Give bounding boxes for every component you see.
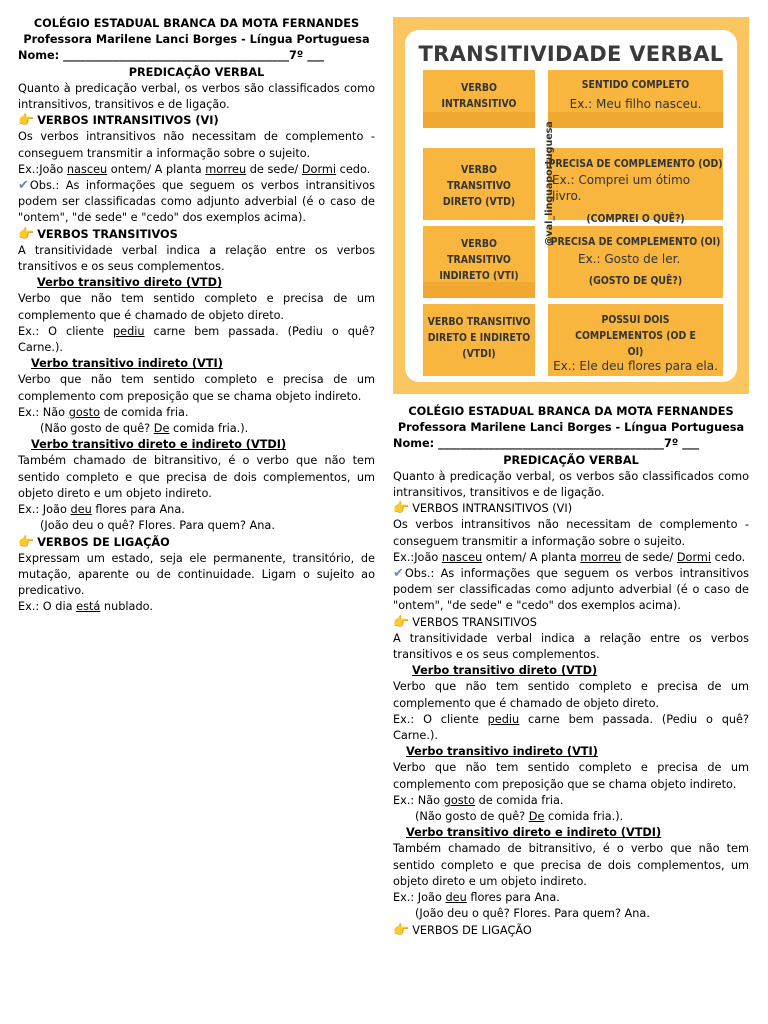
question-label: (COMPREI O QUÊ?) — [586, 213, 685, 225]
vti-example — [18, 405, 375, 421]
vi-example — [393, 550, 749, 566]
text-span: flores para Ana. — [466, 891, 560, 905]
name-line: Nome: ________________________________________7º ___ — [18, 49, 325, 63]
vti-text: Verbo que não tem sentido completo e precisa de um complemento com preposição que se chama objeto indireto. — [18, 373, 375, 403]
type-label: VERBO TRANSITIVO INDIRETO (VTI) — [439, 238, 519, 282]
vi-text: Os verbos intransitivos não necessitam de complemento - conseguem transmitir a informação sobre o sujeito. — [393, 518, 749, 548]
teacher-line: Professora Marilene Lanci Borges - Língua Portuguesa — [397, 421, 745, 435]
text-span: Ex.: Não — [18, 405, 69, 419]
obs-row — [393, 566, 749, 615]
intro-text: Quanto à predicação verbal, os verbos são classificados como intransitivos, transitivos e de ligação. — [18, 81, 375, 112]
text-span: Ex.: João — [393, 891, 446, 905]
vti-heading: Verbo transitivo indireto (VTI) — [406, 745, 598, 759]
vtdi-example-2: (João deu o quê? Flores. Para quem? Ana. — [40, 519, 275, 533]
text-span: Ex.: João — [18, 503, 71, 517]
vi-heading: VERBOS INTRANSITIVOS (VI) — [412, 502, 573, 516]
vti-example-2 — [18, 421, 375, 437]
transitividade-infographic — [393, 17, 749, 394]
pointing-hand-icon: 👉 — [18, 534, 35, 550]
vtd-text: Verbo que não tem sentido completo e precisa de um complemento que é chamado de objeto direto. — [18, 292, 375, 322]
pointing-hand-icon: 👉 — [18, 113, 35, 129]
obs-row — [18, 178, 375, 227]
vi-heading-row — [393, 501, 749, 517]
vtd-example — [18, 324, 375, 356]
vtdi-text: Também chamado de bitransitivo, é o verbo que não tem sentido completo e que precisa de dois complementos, um objeto direto e um objeto indireto. — [393, 842, 749, 888]
check-mark-icon: ✔ — [18, 178, 29, 194]
vt-text: A transitividade verbal indica a relação entre os verbos transitivos e os seus complementos. — [393, 631, 749, 662]
vl-example — [18, 599, 375, 615]
example-text: Ex.: Gosto de ler. — [578, 252, 681, 266]
text-span: Ex.: Não — [393, 793, 444, 807]
underlined-verb: pediu — [112, 324, 145, 338]
underlined-verb: morreu — [580, 550, 622, 564]
type-cell-vi — [423, 70, 535, 128]
cell-stripe — [423, 112, 535, 128]
vi-heading-row — [18, 113, 375, 129]
vtdi-example — [18, 502, 375, 518]
text-span: (Não gosto de quê? — [40, 422, 154, 436]
text-span: de comida fria. — [100, 405, 189, 419]
vti-text: Verbo que não tem sentido completo e precisa de um complemento com preposição que se chama objeto indireto. — [393, 761, 749, 791]
vti-example-2 — [393, 809, 749, 825]
left-worksheet — [18, 16, 375, 616]
vtdi-example — [393, 890, 749, 906]
underlined-verb: gosto — [443, 793, 475, 807]
text-span: Ex.: O cliente — [18, 324, 113, 338]
desc-label: PRECISA DE COMPLEMENTO (OD) — [548, 158, 723, 170]
text-span: carne bem passada. (Pediu o quê? Carne.). — [18, 324, 375, 355]
text-span: de sede/ — [621, 550, 677, 564]
desc-label: POSSUI DOIS COMPLEMENTOS (OD E OI) — [575, 314, 696, 358]
obs-text: Obs.: As informações que seguem os verbos intransitivos podem ser classificadas como adjunto adverbial (é o caso de "ontem", "de sede" e "cedo" dos exemplos acima). — [18, 179, 375, 225]
question-label: (GOSTO DE QUÊ?) — [588, 275, 683, 287]
text-span: ontem/ A planta — [107, 162, 206, 176]
pointing-hand-icon: 👉 — [393, 614, 410, 630]
underlined-verb: deu — [70, 503, 92, 517]
vt-heading-row — [18, 227, 375, 243]
desc-cell-vtd — [548, 148, 723, 225]
obs-text: Obs.: As informações que seguem os verbos intransitivos podem ser classificadas como adjunto adverbial (é o caso de "ontem", "de sede" e "cedo" dos exemplos acima). — [393, 567, 749, 613]
vl-heading: VERBOS DE LIGAÇÃO — [37, 535, 170, 549]
desc-cell-vti — [548, 226, 723, 298]
vt-text: A transitividade verbal indica a relação entre os verbos transitivos e os seus complementos. — [18, 243, 375, 274]
cell-stripe — [548, 112, 723, 128]
section-title: PREDICAÇÃO VERBAL — [503, 453, 639, 467]
vtdi-text: Também chamado de bitransitivo, é o verbo que não tem sentido completo e que precisa de dois complementos, um objeto direto e um objeto indireto. — [18, 454, 375, 500]
underlined-verb: Dormi — [676, 550, 712, 564]
text-span: de sede/ — [246, 162, 302, 176]
desc-cell-vi — [548, 70, 723, 128]
infographic-title: TRANSITIVIDADE VERBAL — [418, 42, 724, 66]
text-span: de comida fria. — [475, 793, 564, 807]
example-text: Ex.: Meu filho nasceu. — [569, 97, 702, 111]
underlined-verb: morreu — [205, 162, 247, 176]
school-name: COLÉGIO ESTADUAL BRANCA DA MOTA FERNANDES — [33, 17, 360, 30]
vtd-text: Verbo que não tem sentido completo e precisa de um complemento que é chamado de objeto direto. — [393, 680, 749, 710]
underlined-verb: pediu — [487, 712, 520, 726]
example-text: Ex.: Ele deu flores para ela. — [553, 359, 718, 373]
vi-text: Os verbos intransitivos não necessitam de complemento - conseguem transmitir a informação sobre o sujeito. — [18, 130, 375, 160]
vt-heading-row — [393, 615, 749, 631]
vl-heading-row — [18, 535, 375, 551]
vtd-example — [393, 712, 749, 744]
text-span: comida fria.). — [169, 422, 249, 436]
type-cell-vti — [423, 226, 535, 298]
vi-example — [18, 162, 375, 178]
pointing-hand-icon: 👉 — [18, 226, 35, 242]
vl-text: Expressam um estado, seja ele permanente, transitório, de mutação, aparente ou de continuidade. Ligam o sujeito ao predicativo. — [18, 551, 375, 598]
vt-heading: VERBOS TRANSITIVOS — [37, 227, 178, 241]
infographic-panel — [405, 30, 737, 382]
underlined-verb: nasceu — [441, 550, 483, 564]
underlined-verb: gosto — [68, 405, 100, 419]
right-worksheet — [393, 404, 749, 939]
type-cell-vtdi — [423, 304, 535, 376]
vti-example — [393, 793, 749, 809]
type-label: VERBO INTRANSITIVO — [441, 82, 517, 110]
vl-heading: VERBOS DE LIGAÇÃO — [412, 923, 532, 937]
text-span: nublado. — [100, 600, 153, 614]
school-name: COLÉGIO ESTADUAL BRANCA DA MOTA FERNANDES — [408, 405, 734, 418]
vtd-heading: Verbo transitivo direto (VTD) — [412, 664, 598, 678]
vti-heading: Verbo transitivo indireto (VTI) — [31, 357, 223, 371]
underlined-verb: nasceu — [66, 162, 108, 176]
text-span: cedo. — [711, 550, 746, 564]
type-label: VERBO TRANSITIVO DIRETO E INDIRETO (VTDI) — [427, 316, 531, 360]
text-span: comida fria.). — [544, 810, 624, 824]
text-span: flores para Ana. — [91, 503, 185, 517]
text-span: ontem/ A planta — [482, 550, 581, 564]
pointing-hand-icon: 👉 — [393, 501, 410, 517]
teacher-line: Professora Marilene Lanci Borges - Língua Portuguesa — [23, 33, 370, 47]
author-handle: @val_linguaportuguesa — [544, 121, 555, 246]
name-line: Nome: ________________________________________7º ___ — [393, 437, 700, 451]
underlined-verb: deu — [445, 891, 467, 905]
type-cell-vtd — [423, 148, 535, 220]
type-label: VERBO TRANSITIVO DIRETO (VTD) — [442, 164, 516, 208]
text-span: (Não gosto de quê? — [415, 810, 529, 824]
text-span: Ex.: O dia — [18, 600, 77, 614]
underlined-verb: está — [76, 600, 101, 614]
vtd-heading: Verbo transitivo direto (VTD) — [37, 276, 223, 290]
desc-label: PRECISA DE COMPLEMENTO (OI) — [550, 236, 721, 248]
text-span: Ex.:João — [393, 550, 442, 564]
underlined-verb: Dormi — [301, 162, 337, 176]
vi-heading: VERBOS INTRANSITIVOS (VI) — [37, 114, 219, 128]
underlined-word: De — [153, 422, 170, 436]
check-mark-icon: ✔ — [393, 566, 404, 582]
vtdi-example-2: (João deu o quê? Flores. Para quem? Ana. — [415, 907, 650, 921]
example-text: Ex.: Comprei um ótimo livro. — [552, 173, 691, 203]
intro-text: Quanto à predicação verbal, os verbos são classificados como intransitivos, transitivos e de ligação. — [393, 469, 749, 500]
text-span: Ex.: O cliente — [393, 712, 488, 726]
section-title: PREDICAÇÃO VERBAL — [128, 65, 265, 79]
vt-heading: VERBOS TRANSITIVOS — [412, 615, 537, 629]
cell-stripe — [423, 282, 535, 298]
vtdi-heading: Verbo transitivo direto e indireto (VTDI) — [406, 826, 662, 840]
vtdi-heading: Verbo transitivo direto e indireto (VTDI) — [31, 438, 287, 452]
text-span: cedo. — [336, 162, 371, 176]
text-span: carne bem passada. (Pediu o quê? Carne.). — [393, 712, 749, 743]
text-span: Ex.:João — [18, 162, 67, 176]
pointing-hand-icon: 👉 — [393, 922, 410, 938]
desc-label: SENTIDO COMPLETO — [581, 79, 690, 91]
underlined-word: De — [528, 810, 545, 824]
desc-cell-vtdi — [548, 304, 723, 376]
vl-heading-row — [393, 923, 749, 939]
